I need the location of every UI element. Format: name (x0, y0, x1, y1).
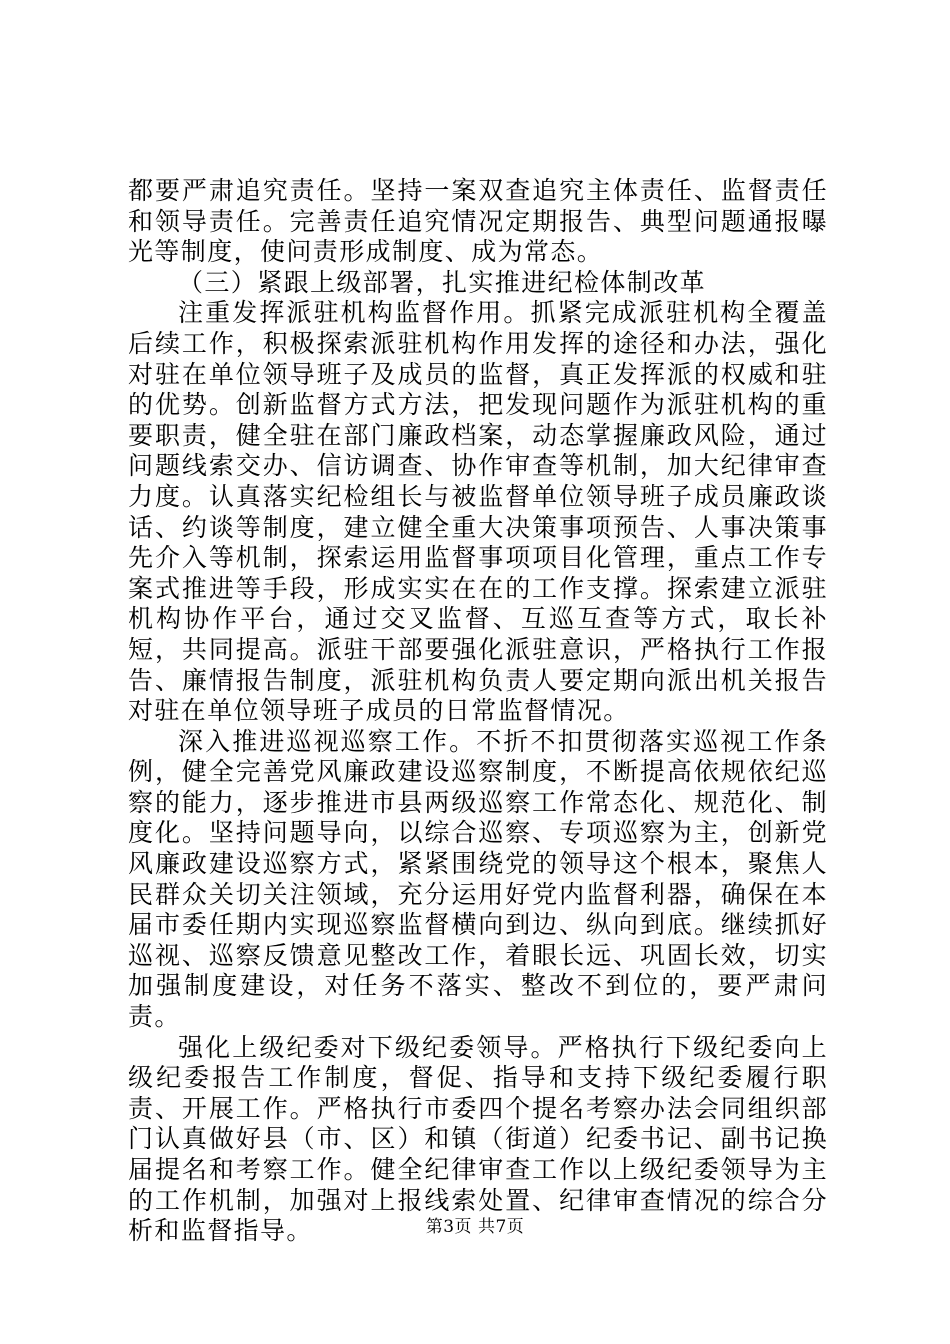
page-number-footer: 第3页 共7页 (425, 1217, 525, 1237)
section-heading: （三）紧跟上级部署，扎实推进纪检体制改革 (178, 267, 707, 297)
paragraph-dispatched-supervision: 注重发挥派驻机构监督作用。抓紧完成派驻机构全覆盖后续工作，积极探索派驻机构作用发挥的途径和办法，强化对驻在单位领导班子及成员的监督，真正发挥派的权威和驻的优势。创新监督方式方法，把发现问题作为派驻机构的重要职责，健全驻在部门廉政档案，动态掌握廉政风险，通过问题线索交办、信访调查、协作审查等机制，加大纪律审查力度。认真落实纪检组长与被监督单位领导班子成员廉政谈话、约谈等制度，建立健全重大决策事项预告、人事决策事先介入等机制，探索运用监督事项项目化管理，重点工作专案式推进等手段，形成实实在在的工作支撑。探索建立派驻机构协作平台，通过交叉监督、互巡互查等方式，取长补短，共同提高。派驻干部要强化派驻意识，严格执行工作报告、廉情报告制度，派驻机构负责人要定期向派出机关报告对驻在单位领导班子成员的日常监督情况。 (128, 298, 828, 726)
paragraph-higher-commission-leadership: 强化上级纪委对下级纪委领导。严格执行下级纪委向上级纪委报告工作制度，督促、指导和支持下级纪委履行职责、开展工作。严格执行市委四个提名考察办法会同组织部门认真做好县（市、区）和镇（街道）纪委书记、副书记换届提名和考察工作。健全纪律审查工作以上级纪委领导为主的工作机制，加强对上报线索处置、纪律审查情况的综合分析和监督指导。 (128, 1032, 828, 1246)
paragraph-continuation: 都要严肃追究责任。坚持一案双查追究主体责任、监督责任和领导责任。完善责任追究情况定期报告、典型问题通报曝光等制度，使问责形成制度、成为常态。 (128, 176, 828, 267)
paragraph-inspection-work: 深入推进巡视巡察工作。不折不扣贯彻落实巡视工作条例，健全完善党风廉政建设巡察制度，不断提高依规依纪巡察的能力，逐步推进市县两级巡察工作常态化、规范化、制度化。坚持问题导向，以综合巡察、专项巡察为主，创新党风廉政建设巡察方式，紧紧围绕党的领导这个根本，聚焦人民群众关切关注领域，充分运用好党内监督利器，确保在本届市委任期内实现巡察监督横向到边、纵向到底。继续抓好巡视、巡察反馈意见整改工作，着眼长远、巩固长效，切实加强制度建设，对任务不落实、整改不到位的，要严肃问责。 (128, 726, 828, 1032)
document-body (128, 176, 828, 1247)
